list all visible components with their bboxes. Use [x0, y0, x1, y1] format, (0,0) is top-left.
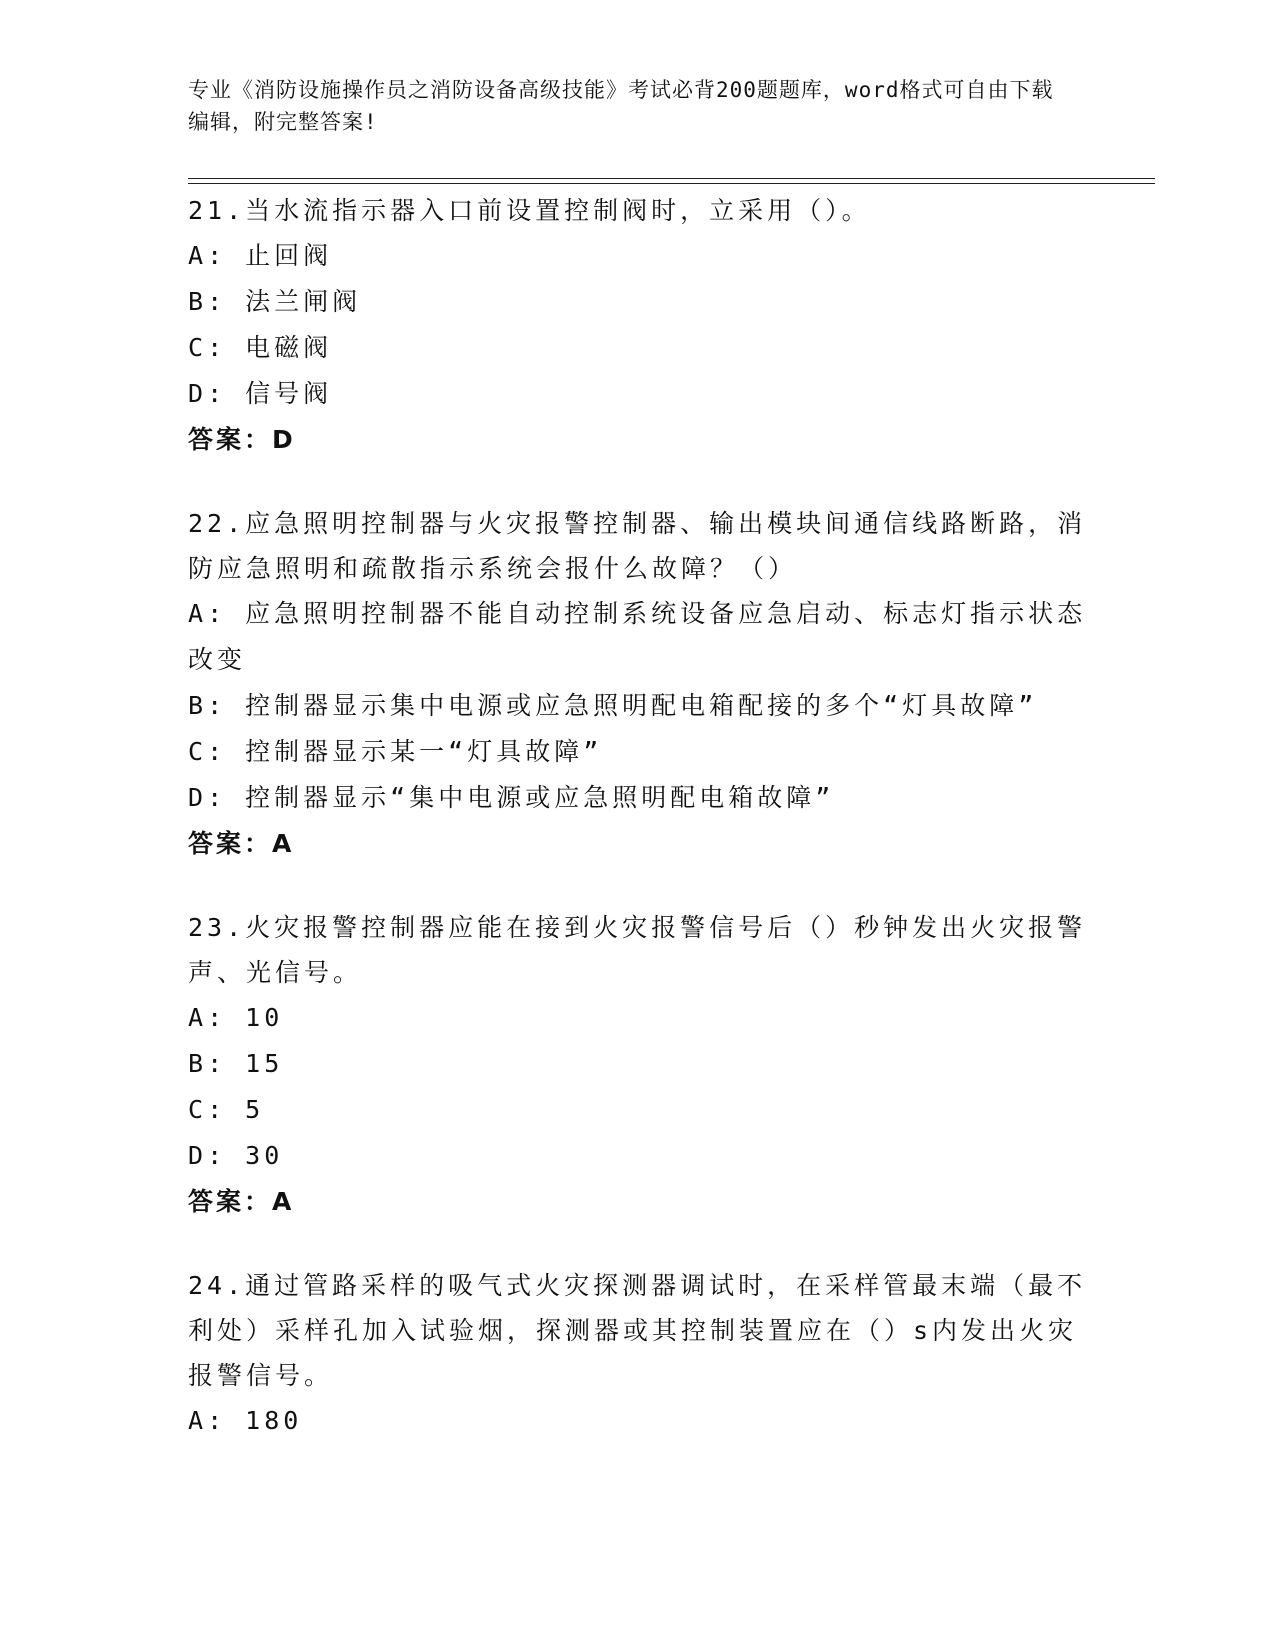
option-text: 法兰闸阀	[245, 287, 362, 316]
answer-line: 答案：A	[188, 1187, 295, 1216]
question-22	[188, 501, 1088, 867]
option-a: A: 180	[188, 1406, 303, 1435]
option-text: 控制器显示集中电源或应急照明配电箱配接的多个“灯具故障”	[245, 691, 1038, 720]
option-b: B: 15	[188, 1049, 284, 1078]
option-text: 5	[245, 1095, 265, 1124]
option-c: C: 控制器显示某一“灯具故障”	[188, 737, 603, 766]
option-d: D: 控制器显示“集中电源或应急照明配电箱故障”	[188, 783, 835, 812]
question-text: 21.当水流指示器入口前设置控制阀时，立采用（）。	[188, 196, 871, 225]
option-text: 30	[245, 1141, 284, 1170]
header-divider-bottom	[188, 183, 1155, 184]
question-24	[188, 1263, 1088, 1444]
question-text: 23.火灾报警控制器应能在接到火灾报警信号后（）秒钟发出火灾报警声、光信号。	[188, 913, 1087, 987]
option-a: A: 10	[188, 1003, 284, 1032]
option-label: C	[188, 333, 208, 362]
answer-line: 答案：D	[188, 425, 296, 454]
option-b: B: 控制器显示集中电源或应急照明配电箱配接的多个“灯具故障”	[188, 691, 1038, 720]
answer-line: 答案：A	[188, 829, 295, 858]
option-label: D	[188, 379, 208, 408]
option-label: A	[188, 599, 208, 628]
option-text: 信号阀	[245, 379, 333, 408]
option-text: 控制器显示某一“灯具故障”	[245, 737, 603, 766]
option-text: 180	[245, 1406, 303, 1435]
option-label: C	[188, 737, 208, 766]
option-label: D	[188, 1141, 208, 1170]
option-label: B	[188, 1049, 208, 1078]
question-text: 24.通过管路采样的吸气式火灾探测器调试时，在采样管最末端（最不利处）采样孔加入试验烟，探测器或其控制装置应在（）s内发出火灾报警信号。	[188, 1271, 1087, 1390]
option-text: 电磁阀	[245, 333, 333, 362]
option-label: B	[188, 691, 208, 720]
header-divider-top	[188, 178, 1155, 179]
option-label: A	[188, 1406, 208, 1435]
option-text: 15	[245, 1049, 284, 1078]
document-header: 专业《消防设施操作员之消防设备高级技能》考试必背200题题库，word格式可自由下载编辑，附完整答案!	[188, 78, 1054, 134]
option-label: A	[188, 1003, 208, 1032]
question-text: 22.应急照明控制器与火灾报警控制器、输出模块间通信线路断路，消防应急照明和疏散指示系统会报什么故障？（）	[188, 509, 1087, 583]
option-text: 控制器显示“集中电源或应急照明配电箱故障”	[245, 783, 835, 812]
question-list	[188, 188, 1088, 1482]
option-b: B: 法兰闸阀	[188, 287, 362, 316]
option-c: C: 电磁阀	[188, 333, 333, 362]
option-label: C	[188, 1095, 208, 1124]
question-21	[188, 188, 1088, 463]
option-label: D	[188, 783, 208, 812]
option-c: C: 5	[188, 1095, 265, 1124]
option-label: A	[188, 241, 208, 270]
option-label: B	[188, 287, 208, 316]
option-a: A: 应急照明控制器不能自动控制系统设备应急启动、标志灯指示状态改变	[188, 599, 1087, 674]
option-a: A: 止回阀	[188, 241, 333, 270]
option-text: 止回阀	[245, 241, 333, 270]
option-text: 应急照明控制器不能自动控制系统设备应急启动、标志灯指示状态改变	[188, 599, 1087, 674]
question-23	[188, 905, 1088, 1225]
option-text: 10	[245, 1003, 284, 1032]
option-d: D: 信号阀	[188, 379, 333, 408]
option-d: D: 30	[188, 1141, 284, 1170]
